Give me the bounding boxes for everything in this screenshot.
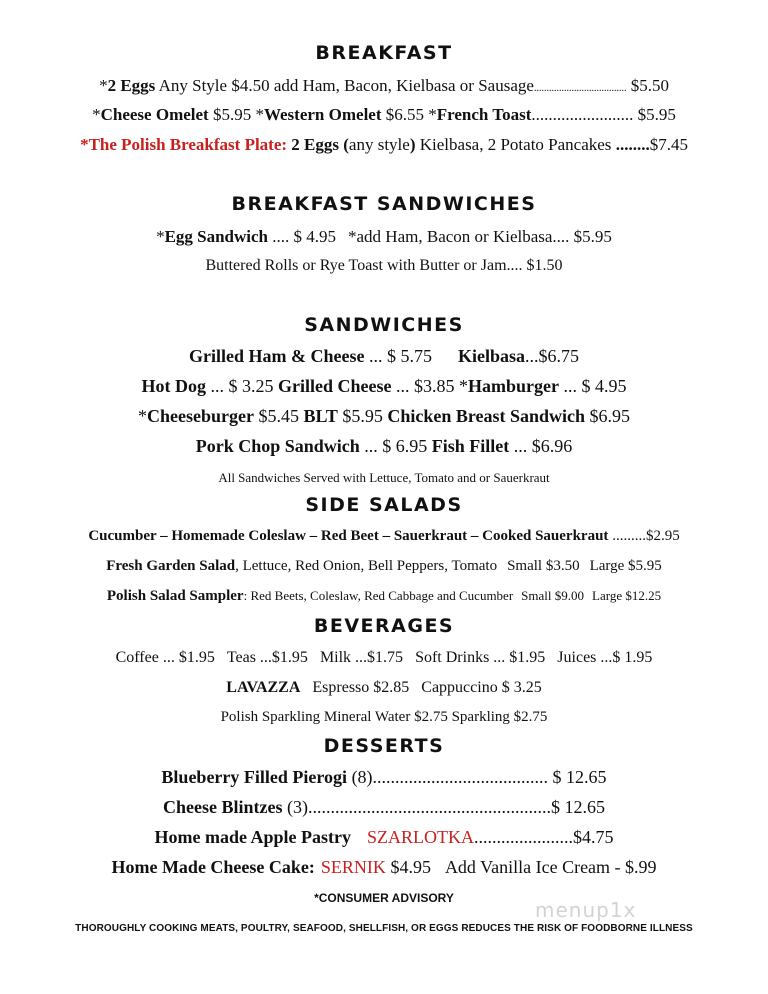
desserts-heading: DESSERTS — [323, 735, 445, 757]
small-price: Small $9.00 — [521, 588, 585, 603]
dot-leader: ........................ — [531, 105, 634, 124]
item-price: $5.45 — [253, 406, 304, 426]
item-name: Western Omelet — [263, 105, 382, 124]
item-desc: Any Style $4.50 add Ham, Bacon, Kielbasa or Sausage — [155, 76, 534, 95]
item-name: French Toast — [436, 105, 532, 124]
item-addon: *add Ham, Bacon or Kielbasa.... $5.95 — [348, 227, 612, 246]
sandwiches-line-4 — [0, 437, 768, 455]
sandwiches-heading: SANDWICHES — [304, 314, 464, 336]
desserts-line-4 — [0, 858, 768, 876]
small-price: Small $3.50 — [507, 558, 580, 574]
item-price: $5.95 — [208, 105, 256, 124]
sandwiches-line-3 — [0, 407, 768, 425]
salads-line-1 — [0, 529, 768, 544]
desserts-line-3 — [0, 828, 768, 846]
item-name: Home Made Cheese Cake — [111, 857, 309, 877]
item-price: ......................$4.75 — [473, 827, 614, 847]
item-eggs: 2 Eggs ( — [287, 135, 349, 154]
item-price: $5.50 — [626, 76, 669, 95]
sandwiches-note: All Sandwiches Served with Lettuce, Tomato and or Sauerkraut — [218, 470, 550, 485]
item-name: Cheese Omelet — [100, 105, 209, 124]
item-price: ...$6.75 — [524, 346, 579, 366]
star: * — [156, 227, 165, 246]
beverage-cappuccino: Cappuccino $ 3.25 — [421, 679, 542, 696]
item-name: Chicken Breast Sandwich — [387, 406, 586, 426]
star: * — [428, 105, 437, 124]
beverage-espresso: Espresso $2.85 — [312, 679, 410, 696]
breakfast-sandwiches-heading: BREAKFAST SANDWICHES — [231, 193, 537, 215]
item-name: 2 Eggs — [107, 76, 156, 95]
item-price: .........$2.95 — [608, 528, 680, 544]
star: * — [255, 105, 264, 124]
beverages-line-3: Polish Sparkling Mineral Water $2.75 Sparkling $2.75 — [220, 709, 548, 725]
watermark: menup1x — [535, 898, 637, 922]
polish-name: SZARLOTKA — [366, 827, 474, 847]
item-name: Hamburger — [468, 376, 559, 396]
sandwiches-line-1 — [0, 347, 768, 365]
polish-name: SERNIK — [320, 857, 386, 877]
beverage-teas: Teas ...$1.95 — [226, 649, 308, 666]
salads-line-3 — [0, 589, 768, 604]
item-name: Fresh Garden Salad — [106, 558, 236, 574]
item-price: $4.95 — [385, 857, 431, 877]
item-price: (3)......................................................$ 12.65 — [282, 797, 605, 817]
item-price: .... $ 4.95 — [268, 227, 337, 246]
beverage-coffee: Coffee ... $1.95 — [115, 649, 215, 666]
item-desc: : Red Beets, Coleslaw, Red Cabbage and Cucumber — [243, 588, 514, 603]
item-name: Pork Chop Sandwich — [195, 436, 360, 456]
item-price: ... $ 4.95 — [558, 376, 627, 396]
item-name: Polish Salad Sampler — [106, 588, 244, 604]
side-salads-heading: SIDE SALADS — [305, 494, 463, 516]
item-price: $6.95 — [585, 406, 631, 426]
item-addon: Add Vanilla Ice Cream - $.99 — [444, 857, 657, 877]
breakfast-line-polish-plate — [0, 136, 768, 153]
rolls-line: Buttered Rolls or Rye Toast with Butter or Jam.... $1.50 — [205, 257, 563, 274]
desserts-line-1 — [0, 768, 768, 786]
item-name: Grilled Cheese — [278, 376, 392, 396]
item-name: Hot Dog — [141, 376, 207, 396]
item-paren: ) — [409, 135, 416, 154]
beverages-heading: BEVERAGES — [313, 615, 455, 637]
egg-sandwich-line — [0, 228, 768, 245]
item-name: *The Polish Breakfast Plate: — [80, 135, 288, 154]
item-desc: , Lettuce, Red Onion, Bell Peppers, Tomato — [235, 558, 498, 574]
advisory-title: *CONSUMER ADVISORY — [314, 891, 454, 905]
salad-items: Cucumber – Homemade Coleslaw – Red Beet – Sauerkraut – Cooked Sauerkraut — [88, 528, 609, 544]
item-desc: Kielbasa, 2 Potato Pancakes — [415, 135, 616, 154]
breakfast-line-omelets — [0, 106, 768, 123]
item-price: $5.95 — [633, 105, 676, 124]
colon: : — [308, 857, 315, 877]
beverage-milk: Milk ...$1.75 — [319, 649, 404, 666]
beverages-line-2 — [0, 680, 768, 696]
item-price: ... $3.85 — [391, 376, 459, 396]
large-price: Large $12.25 — [592, 588, 662, 603]
beverage-soft-drinks: Soft Drinks ... $1.95 — [415, 649, 546, 666]
advisory-text: THOROUGHLY COOKING MEATS, POULTRY, SEAFOOD, SHELLFISH, OR EGGS REDUCES THE RISK OF FOODBORNE ILLNESS — [75, 923, 693, 934]
desserts-line-2 — [0, 798, 768, 816]
item-price: ... $ 3.25 — [206, 376, 279, 396]
star: * — [459, 376, 468, 396]
item-style: any style — [348, 135, 410, 154]
beverage-juices: Juices ...$ 1.95 — [557, 649, 653, 666]
item-price: $7.45 — [649, 135, 688, 154]
item-price: $6.55 — [381, 105, 429, 124]
star: * — [99, 76, 108, 95]
item-name: Cheeseburger — [146, 406, 254, 426]
sandwiches-line-2 — [0, 377, 768, 395]
item-name: Grilled Ham & Cheese — [189, 346, 365, 366]
dot-leader: ..................................... — [533, 83, 627, 94]
dot-leader: ........ — [615, 135, 650, 154]
item-price: (8)....................................... $ 12.65 — [347, 767, 607, 787]
item-price: $5.95 — [337, 406, 388, 426]
star: * — [137, 406, 147, 426]
large-price: Large $5.95 — [589, 558, 662, 574]
item-name: Blueberry Filled Pierogi — [161, 767, 348, 787]
item-price: ... $6.96 — [509, 436, 573, 456]
item-price: ... $ 5.75 — [364, 346, 432, 366]
brand-lavazza: LAVAZZA — [226, 679, 301, 696]
item-name: Cheese Blintzes — [163, 797, 283, 817]
breakfast-heading: BREAKFAST — [315, 42, 453, 64]
breakfast-line-eggs — [0, 77, 768, 94]
beverages-line-1 — [0, 650, 768, 666]
salads-line-2 — [0, 559, 768, 574]
item-name: Fish Fillet — [431, 436, 510, 456]
item-price: ... $ 6.95 — [359, 436, 432, 456]
item-name: Egg Sandwich — [164, 227, 269, 246]
item-name: Home made Apple Pastry — [154, 827, 351, 847]
item-name: BLT — [303, 406, 338, 426]
item-name: Kielbasa — [457, 346, 525, 366]
star: * — [92, 105, 101, 124]
